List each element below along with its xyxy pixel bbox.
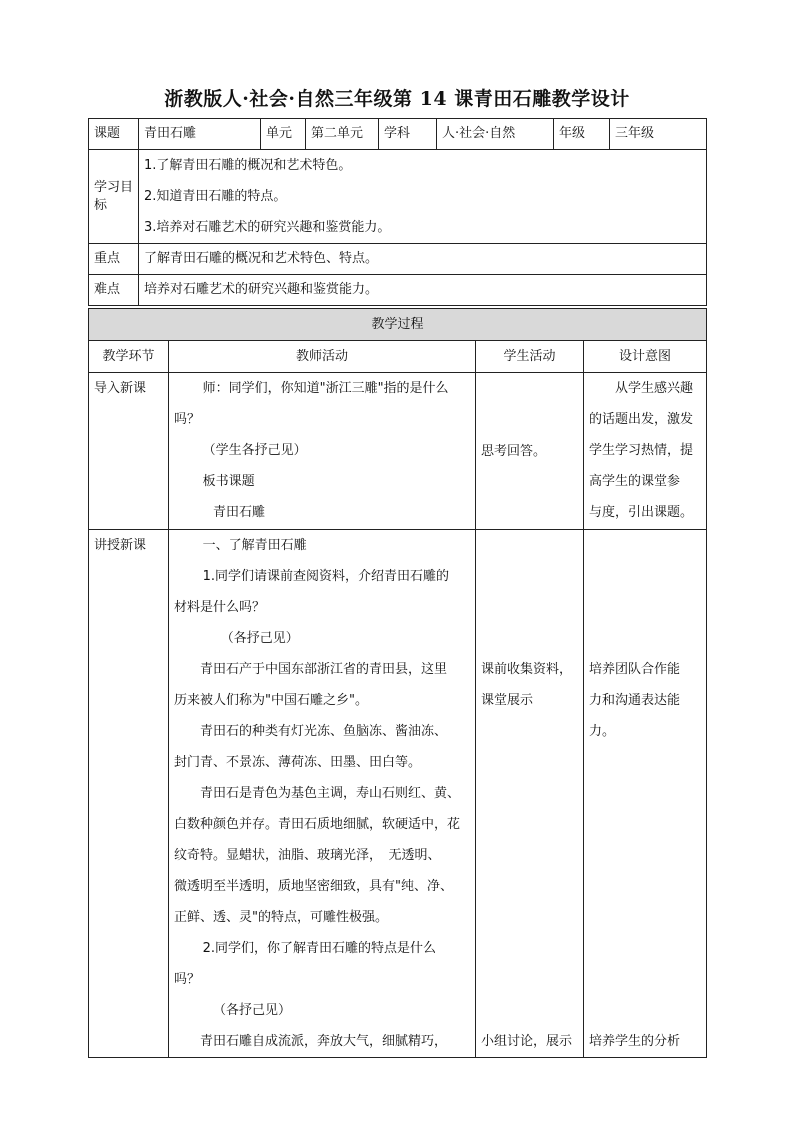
goals-list xyxy=(139,150,707,244)
line: 师：同学们，你知道"浙江三雕"指的是什么 xyxy=(202,381,449,396)
table-row xyxy=(89,119,707,150)
difficulty-label: 难点 xyxy=(89,275,139,306)
line: 的话题出发，激发 xyxy=(589,412,694,427)
line: 正鲜、透、灵"的特点，可雕性极强。 xyxy=(174,910,388,925)
unit-value: 第二单元 xyxy=(306,119,379,150)
line: 青田石是青色为基色主调，寿山石则红、黄、 xyxy=(200,786,461,801)
unit-label: 单元 xyxy=(261,119,306,150)
grade-label: 年级 xyxy=(554,119,610,150)
intro-student: 思考回答。 xyxy=(476,373,584,530)
line: 从学生感兴趣 xyxy=(615,381,694,396)
lecture-student xyxy=(476,530,584,1058)
line: 青田石雕 xyxy=(213,505,266,520)
subject-value: 人·社会·自然 xyxy=(437,119,554,150)
table-row xyxy=(89,530,707,1058)
page-title: 浙教版人·社会·自然三年级第 14 课青田石雕教学设计 xyxy=(164,88,630,110)
intro-teacher xyxy=(169,373,476,530)
header-stage: 教学环节 xyxy=(89,341,169,373)
line: 高学生的课堂参 xyxy=(589,474,681,489)
line: 课前收集资料， xyxy=(481,662,573,677)
line: 培养学生的分析 xyxy=(589,1034,681,1049)
header-student: 学生活动 xyxy=(476,341,584,373)
line: 历来被人们称为"中国石雕之乡"。 xyxy=(174,693,368,708)
lecture-stage: 讲授新课 xyxy=(89,530,169,1058)
line: 力和沟通表达能 xyxy=(589,693,681,708)
table-row xyxy=(89,150,707,244)
line: 白数种颜色并存。青田石质地细腻，软硬适中，花 xyxy=(174,817,461,832)
line: 青田石雕自成流派，奔放大气，细腻精巧， xyxy=(200,1034,448,1049)
intro-stage: 导入新课 xyxy=(89,373,169,530)
line: 与度，引出课题。 xyxy=(589,505,694,520)
line: 培养团队合作能 xyxy=(589,662,681,677)
line: 微透明至半透明，质地坚密细致，具有"纯、净、 xyxy=(174,879,453,894)
goals-label: 学习目标 xyxy=(89,150,139,244)
lecture-intent xyxy=(584,530,707,1058)
line: 板书课题 xyxy=(202,474,255,489)
goal-item: 2.知道青田石雕的特点。 xyxy=(144,189,287,204)
table-row xyxy=(89,373,707,530)
table-row xyxy=(89,309,707,341)
line: 一、了解青田石雕 xyxy=(202,538,307,553)
header-intent: 设计意图 xyxy=(584,341,707,373)
process-table xyxy=(88,308,707,1058)
goal-item: 1.了解青田石雕的概况和艺术特色。 xyxy=(144,158,352,173)
line: 学生学习热情，提 xyxy=(589,443,694,458)
line: （学生各抒己见） xyxy=(202,443,307,458)
line: 材料是什么吗？ xyxy=(174,600,266,615)
line: 吗？ xyxy=(174,972,201,987)
line: （各抒己见） xyxy=(220,631,299,646)
line: 青田石产于中国东部浙江省的青田县，这里 xyxy=(200,662,448,677)
key-point-text: 了解青田石雕的概况和艺术特色、特点。 xyxy=(139,244,707,275)
goal-item: 3.培养对石雕艺术的研究兴趣和鉴赏能力。 xyxy=(144,220,391,235)
lecture-teacher xyxy=(169,530,476,1058)
subject-label: 学科 xyxy=(379,119,437,150)
table-row xyxy=(89,341,707,373)
table-row xyxy=(89,275,707,306)
line: 小组讨论，展示 xyxy=(481,1034,573,1049)
table-row xyxy=(89,244,707,275)
line: 2.同学们，你了解青田石雕的特点是什么 xyxy=(202,941,436,956)
grade-value: 三年级 xyxy=(610,119,707,150)
line: 1.同学们请课前查阅资料，介绍青田石雕的 xyxy=(202,569,449,584)
line: （各抒己见） xyxy=(213,1003,292,1018)
intro-intent xyxy=(584,373,707,530)
header-teacher: 教师活动 xyxy=(169,341,476,373)
line: 吗？ xyxy=(174,412,201,427)
line: 封门青、不景冻、薄荷冻、田墨、田白等。 xyxy=(174,755,422,770)
line: 青田石的种类有灯光冻、鱼脑冻、酱油冻、 xyxy=(200,724,448,739)
key-point-label: 重点 xyxy=(89,244,139,275)
process-band: 教学过程 xyxy=(89,309,707,341)
line: 纹奇特。显蜡状，油脂、玻璃光泽， 无透明、 xyxy=(174,848,441,863)
difficulty-text: 培养对石雕艺术的研究兴趣和鉴赏能力。 xyxy=(139,275,707,306)
topic-value: 青田石雕 xyxy=(139,119,261,150)
line: 课堂展示 xyxy=(481,693,534,708)
info-table xyxy=(88,118,707,306)
topic-label: 课题 xyxy=(89,119,139,150)
line: 力。 xyxy=(589,724,616,739)
